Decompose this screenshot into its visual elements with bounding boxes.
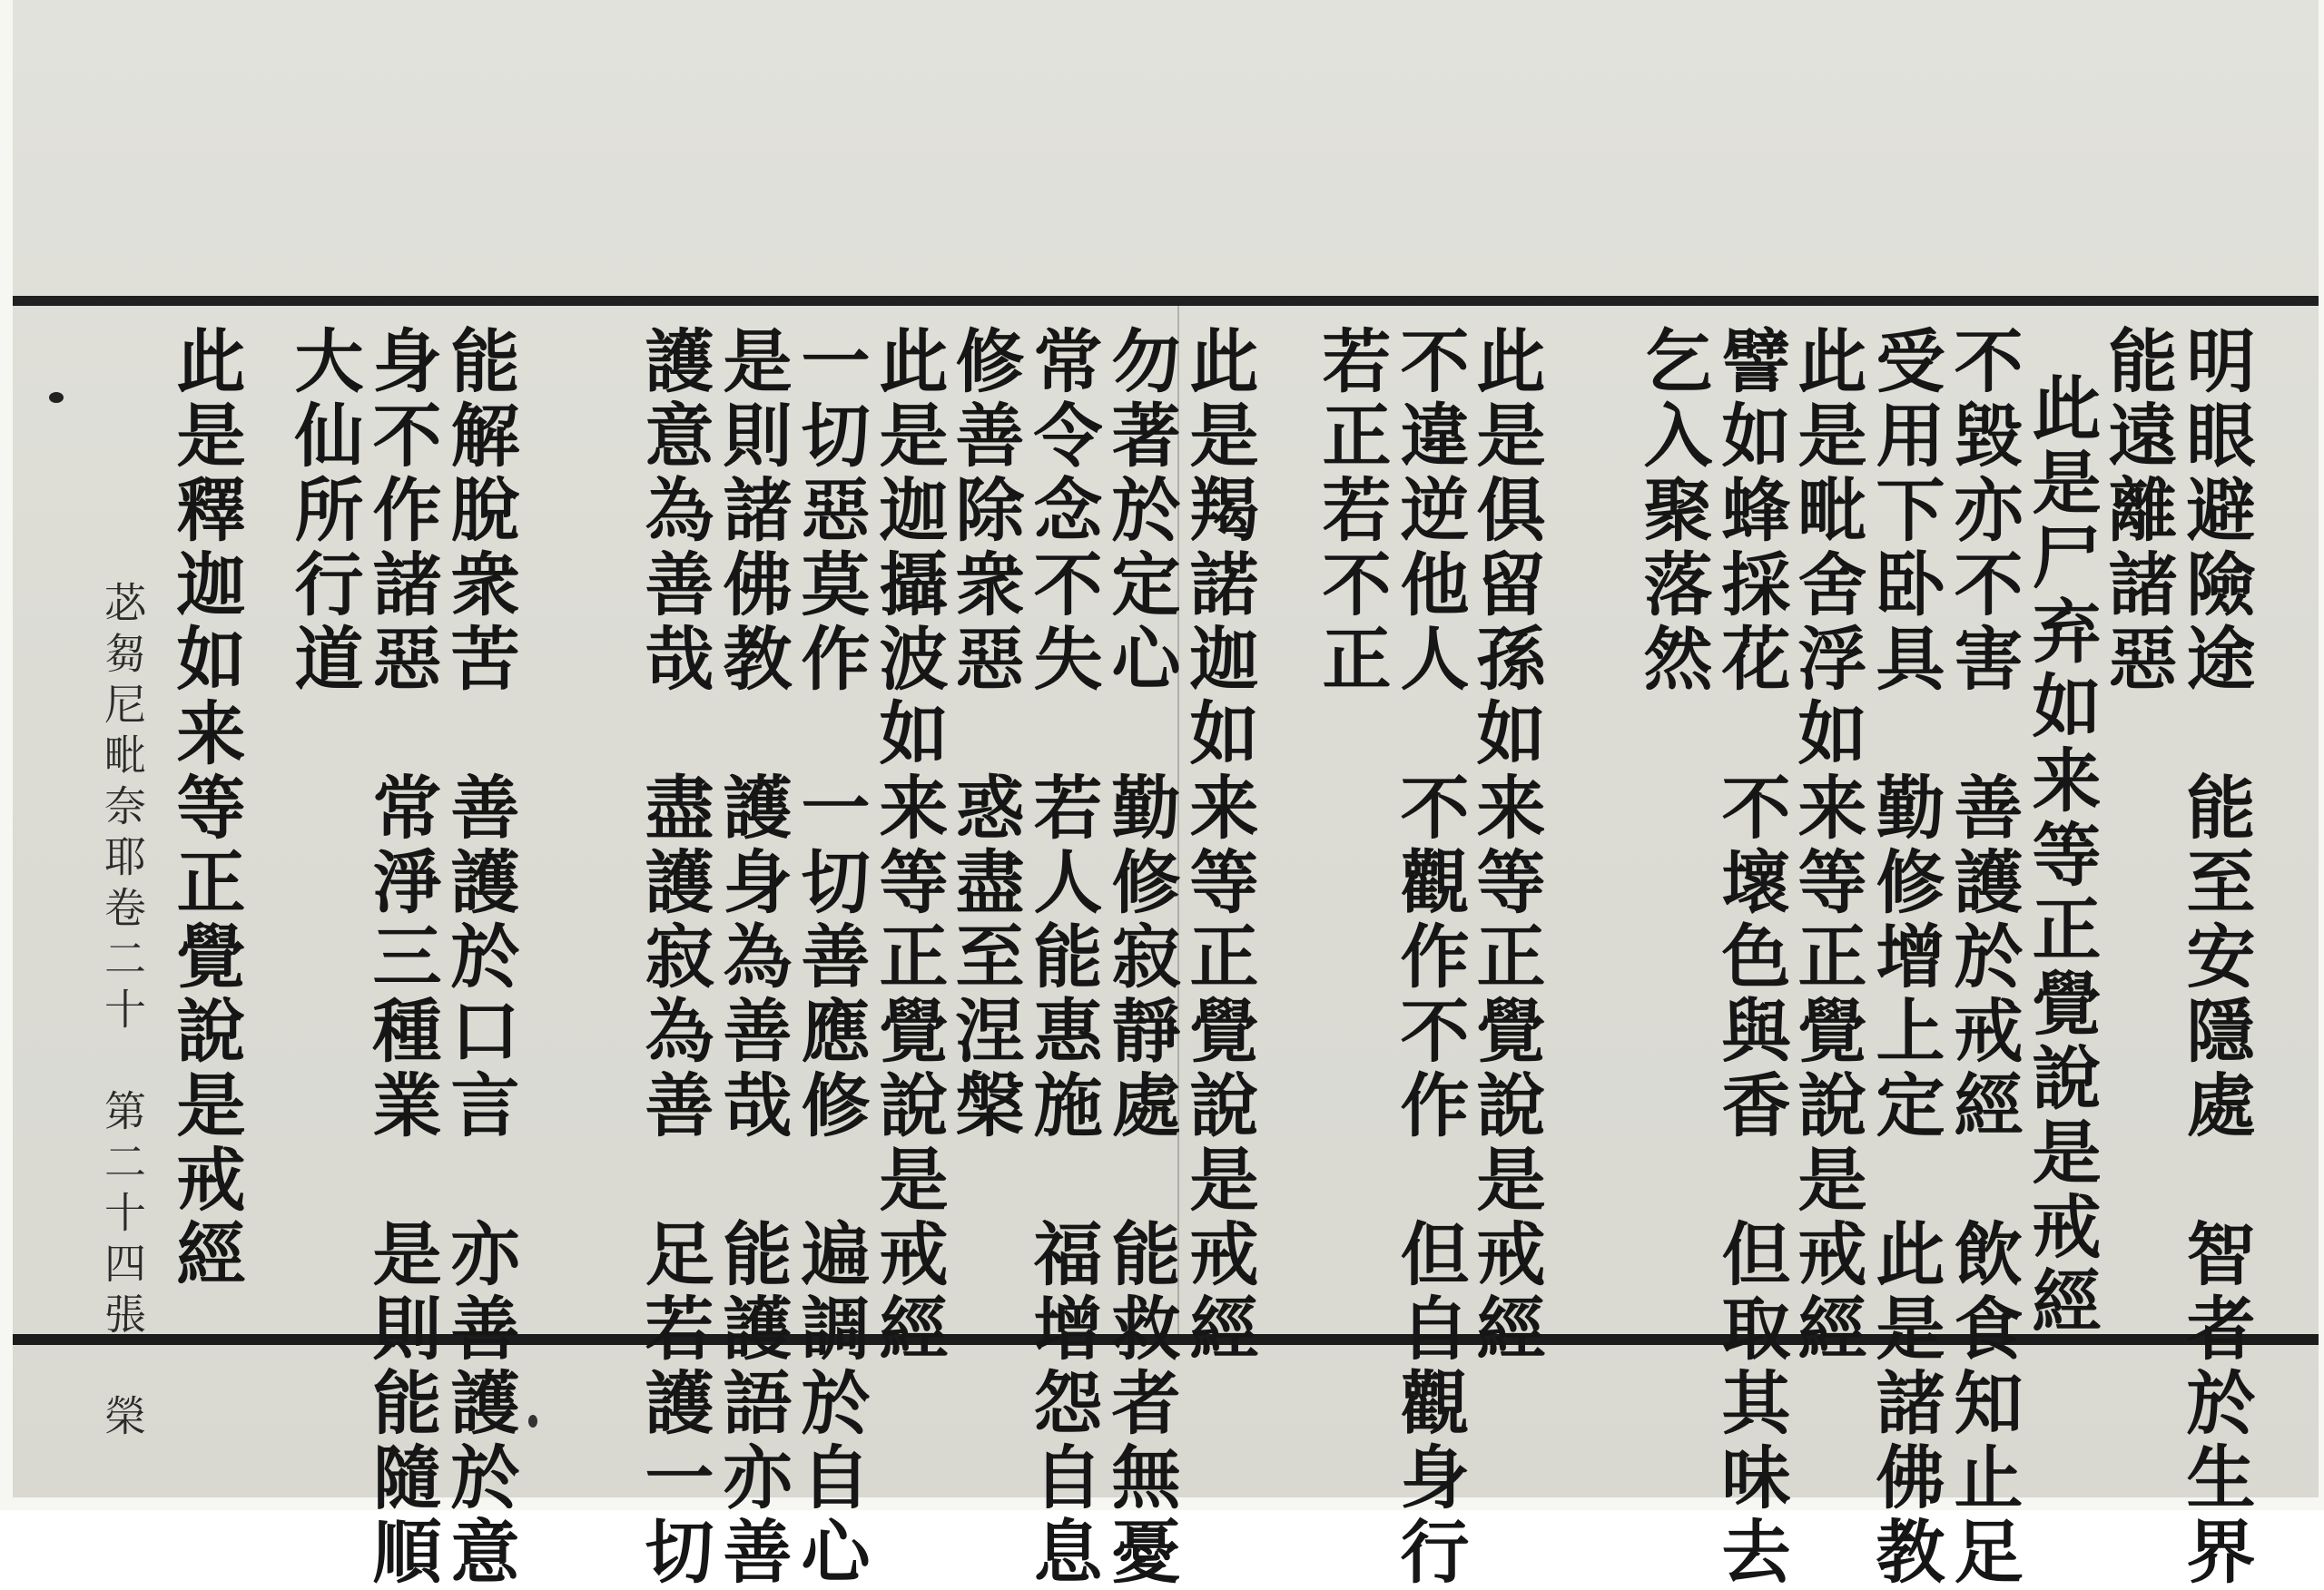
text-column: 若正若不正	[1311, 325, 1392, 697]
ink-dot	[528, 1415, 537, 1428]
text-column: 不毀亦不害 善護於戒經 飲食知止足	[1943, 325, 2024, 1590]
text-column: 此是羯諾迦如来等正覺說是戒經	[1178, 325, 1259, 1367]
top-border-rule	[13, 296, 2319, 306]
text-column: 譬如蜂採花 不壞色與香 但取其味去	[1710, 325, 1791, 1590]
ink-blot	[49, 392, 64, 403]
text-column: 護意為善哉 盡護寂為善 足若護一切	[634, 325, 714, 1590]
text-column: 能解脫衆苦 善護於口言 亦善護於意	[439, 325, 520, 1590]
text-column: 常令念不失 若人能惠施 福增怨自息	[1022, 325, 1103, 1590]
marginal-note: 苾芻尼毗奈耶卷二十 第二十四張 榮	[98, 581, 147, 1445]
text-column: 修善除衆惡 惑盡至涅槃	[944, 325, 1025, 1143]
text-column: 不違逆他人 不觀作不作 但自觀身行	[1389, 325, 1470, 1590]
text-column: 大仙所行道	[283, 325, 364, 697]
text-column: 身不作諸惡 常淨三種業 是則能隨順	[361, 325, 442, 1590]
text-column: 一切惡莫作 一切善應修 遍調於自心	[790, 325, 871, 1590]
text-column: 此是迦攝波如来等正覺說是戒經	[868, 325, 949, 1367]
text-column: 此是釋迦如来等正覺說是戒經	[165, 325, 246, 1292]
text-column: 此是俱留孫如来等正覺說是戒經	[1465, 325, 1546, 1367]
text-column: 此是毗舍浮如来等正覺說是戒經	[1787, 325, 1867, 1367]
text-column: 此是尸弃如来等正覺說是戒經	[2021, 372, 2102, 1340]
text-column: 受用下卧具 勤修增上定 此是諸佛教	[1865, 325, 1945, 1590]
text-column: 勿著於定心 勤修寂靜處 能救者無憂	[1100, 325, 1181, 1590]
text-column: 明眼避險途 能至安隱處 智者於生界	[2175, 325, 2256, 1590]
text-column: 能遠離諸惡	[2097, 325, 2178, 697]
text-column: 乞入聚落然	[1632, 325, 1713, 697]
text-column: 是則諸佛教 護身為善哉 能護語亦善	[712, 325, 793, 1590]
